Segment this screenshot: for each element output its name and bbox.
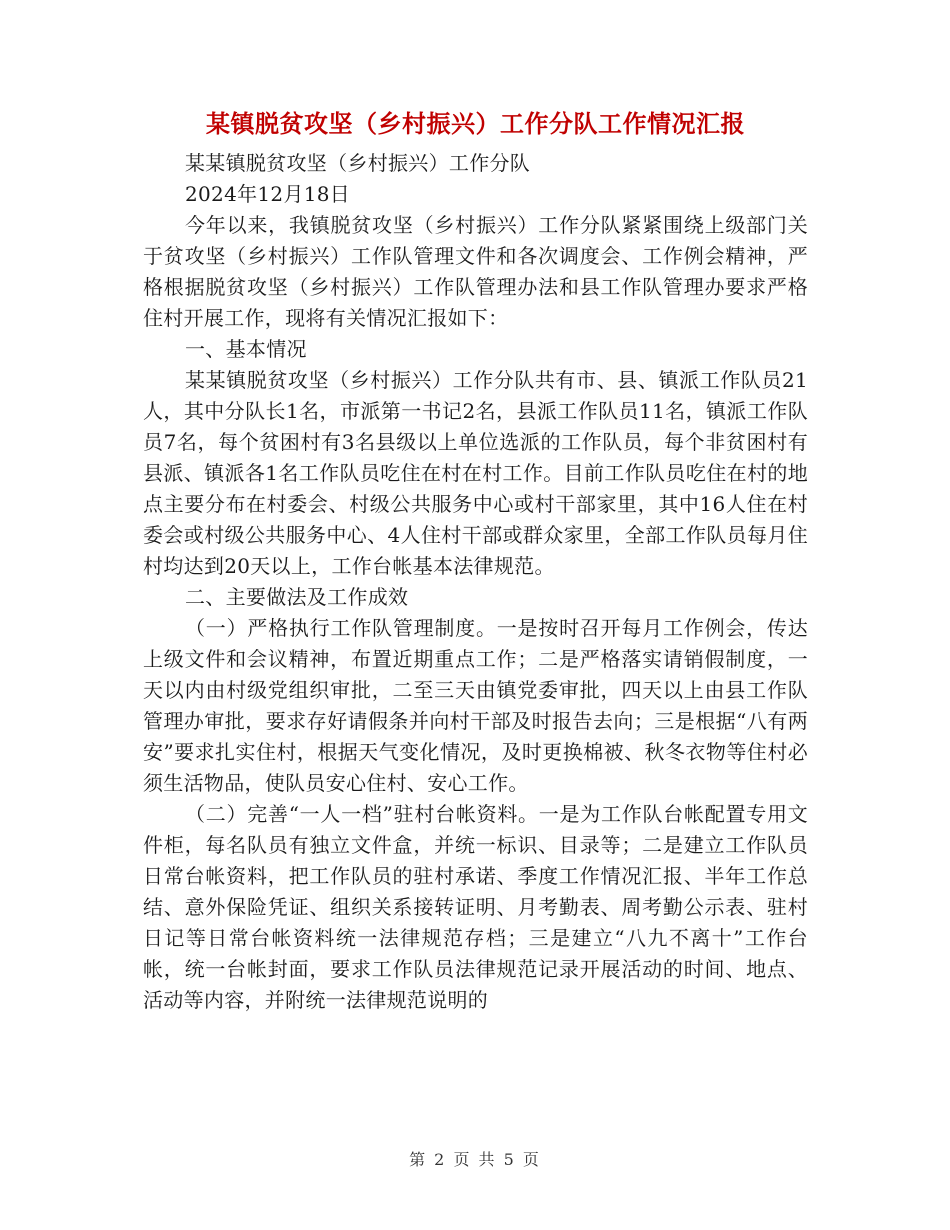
section-2-paragraph-1: （一）严格执行工作队管理制度。一是按时召开每月工作例会，传达上级文件和会议精神，布置近期重点工作；二是严格落实请销假制度，一天以内由村级党组织审批，二至三天由镇党委审批，四天以上由县工作队管理办审批，要求存好请假条并向村干部及时报告去向；三是根据“八有两安”要求扎实住村，根据天气变化情况，及时更换棉被、秋冬衣物等住村必须生活物品，使队员安心住村、安心工作。 <box>143 616 808 795</box>
page-number-footer: 第 2 页 共 5 页 <box>409 1150 541 1169</box>
section-2-heading: 二、主要做法及工作成效 <box>185 585 409 609</box>
document-date: 2024年12月18日 <box>185 182 351 206</box>
section-2-paragraph-2: （二）完善“一人一档”驻村台帐资料。一是为工作队台帐配置专用文件柜，每名队员有独立文件盒，并统一标识、目录等；二是建立工作队员日常台帐资料，把工作队员的驻村承诺、季度工作情况汇报、半年工作总结、意外保险凭证、组织关系接转证明、月考勤表、周考勤公示表、驻村日记等日常台帐资料统一法律规范存档；三是建立“八九不离十”工作台帐，统一台帐封面，要求工作队员法律规范记录开展活动的时间、地点、活动等内容，并附统一法律规范说明的 <box>143 802 808 1012</box>
section-1-heading: 一、基本情况 <box>185 337 307 361</box>
document-org: 某某镇脱贫攻坚（乡村振兴）工作分队 <box>185 151 531 175</box>
document-title: 某镇脱贫攻坚（乡村振兴）工作分队工作情况汇报 <box>206 109 745 138</box>
intro-paragraph: 今年以来，我镇脱贫攻坚（乡村振兴）工作分队紧紧围绕上级部门关于贫攻坚（乡村振兴）工作队管理文件和各次调度会、工作例会精神，严格根据脱贫攻坚（乡村振兴）工作队管理办法和县工作队管理办要求严格住村开展工作，现将有关情况汇报如下： <box>143 213 808 330</box>
section-1-paragraph: 某某镇脱贫攻坚（乡村振兴）工作分队共有市、县、镇派工作队员21人，其中分队长1名，市派第一书记2名，县派工作队员11名，镇派工作队员7名，每个贫困村有3名县级以上单位选派的工作队员，每个非贫困村有县派、镇派各1名工作队员吃住在村在村工作。目前工作队员吃住在村的地点主要分布在村委会、村级公共服务中心或村干部家里，其中16人住在村委会或村级公共服务中心、4人住村干部或群众家里，全部工作队员每月住村均达到20天以上，工作台帐基本法律规范。 <box>143 368 808 578</box>
document-page <box>143 104 808 1016</box>
